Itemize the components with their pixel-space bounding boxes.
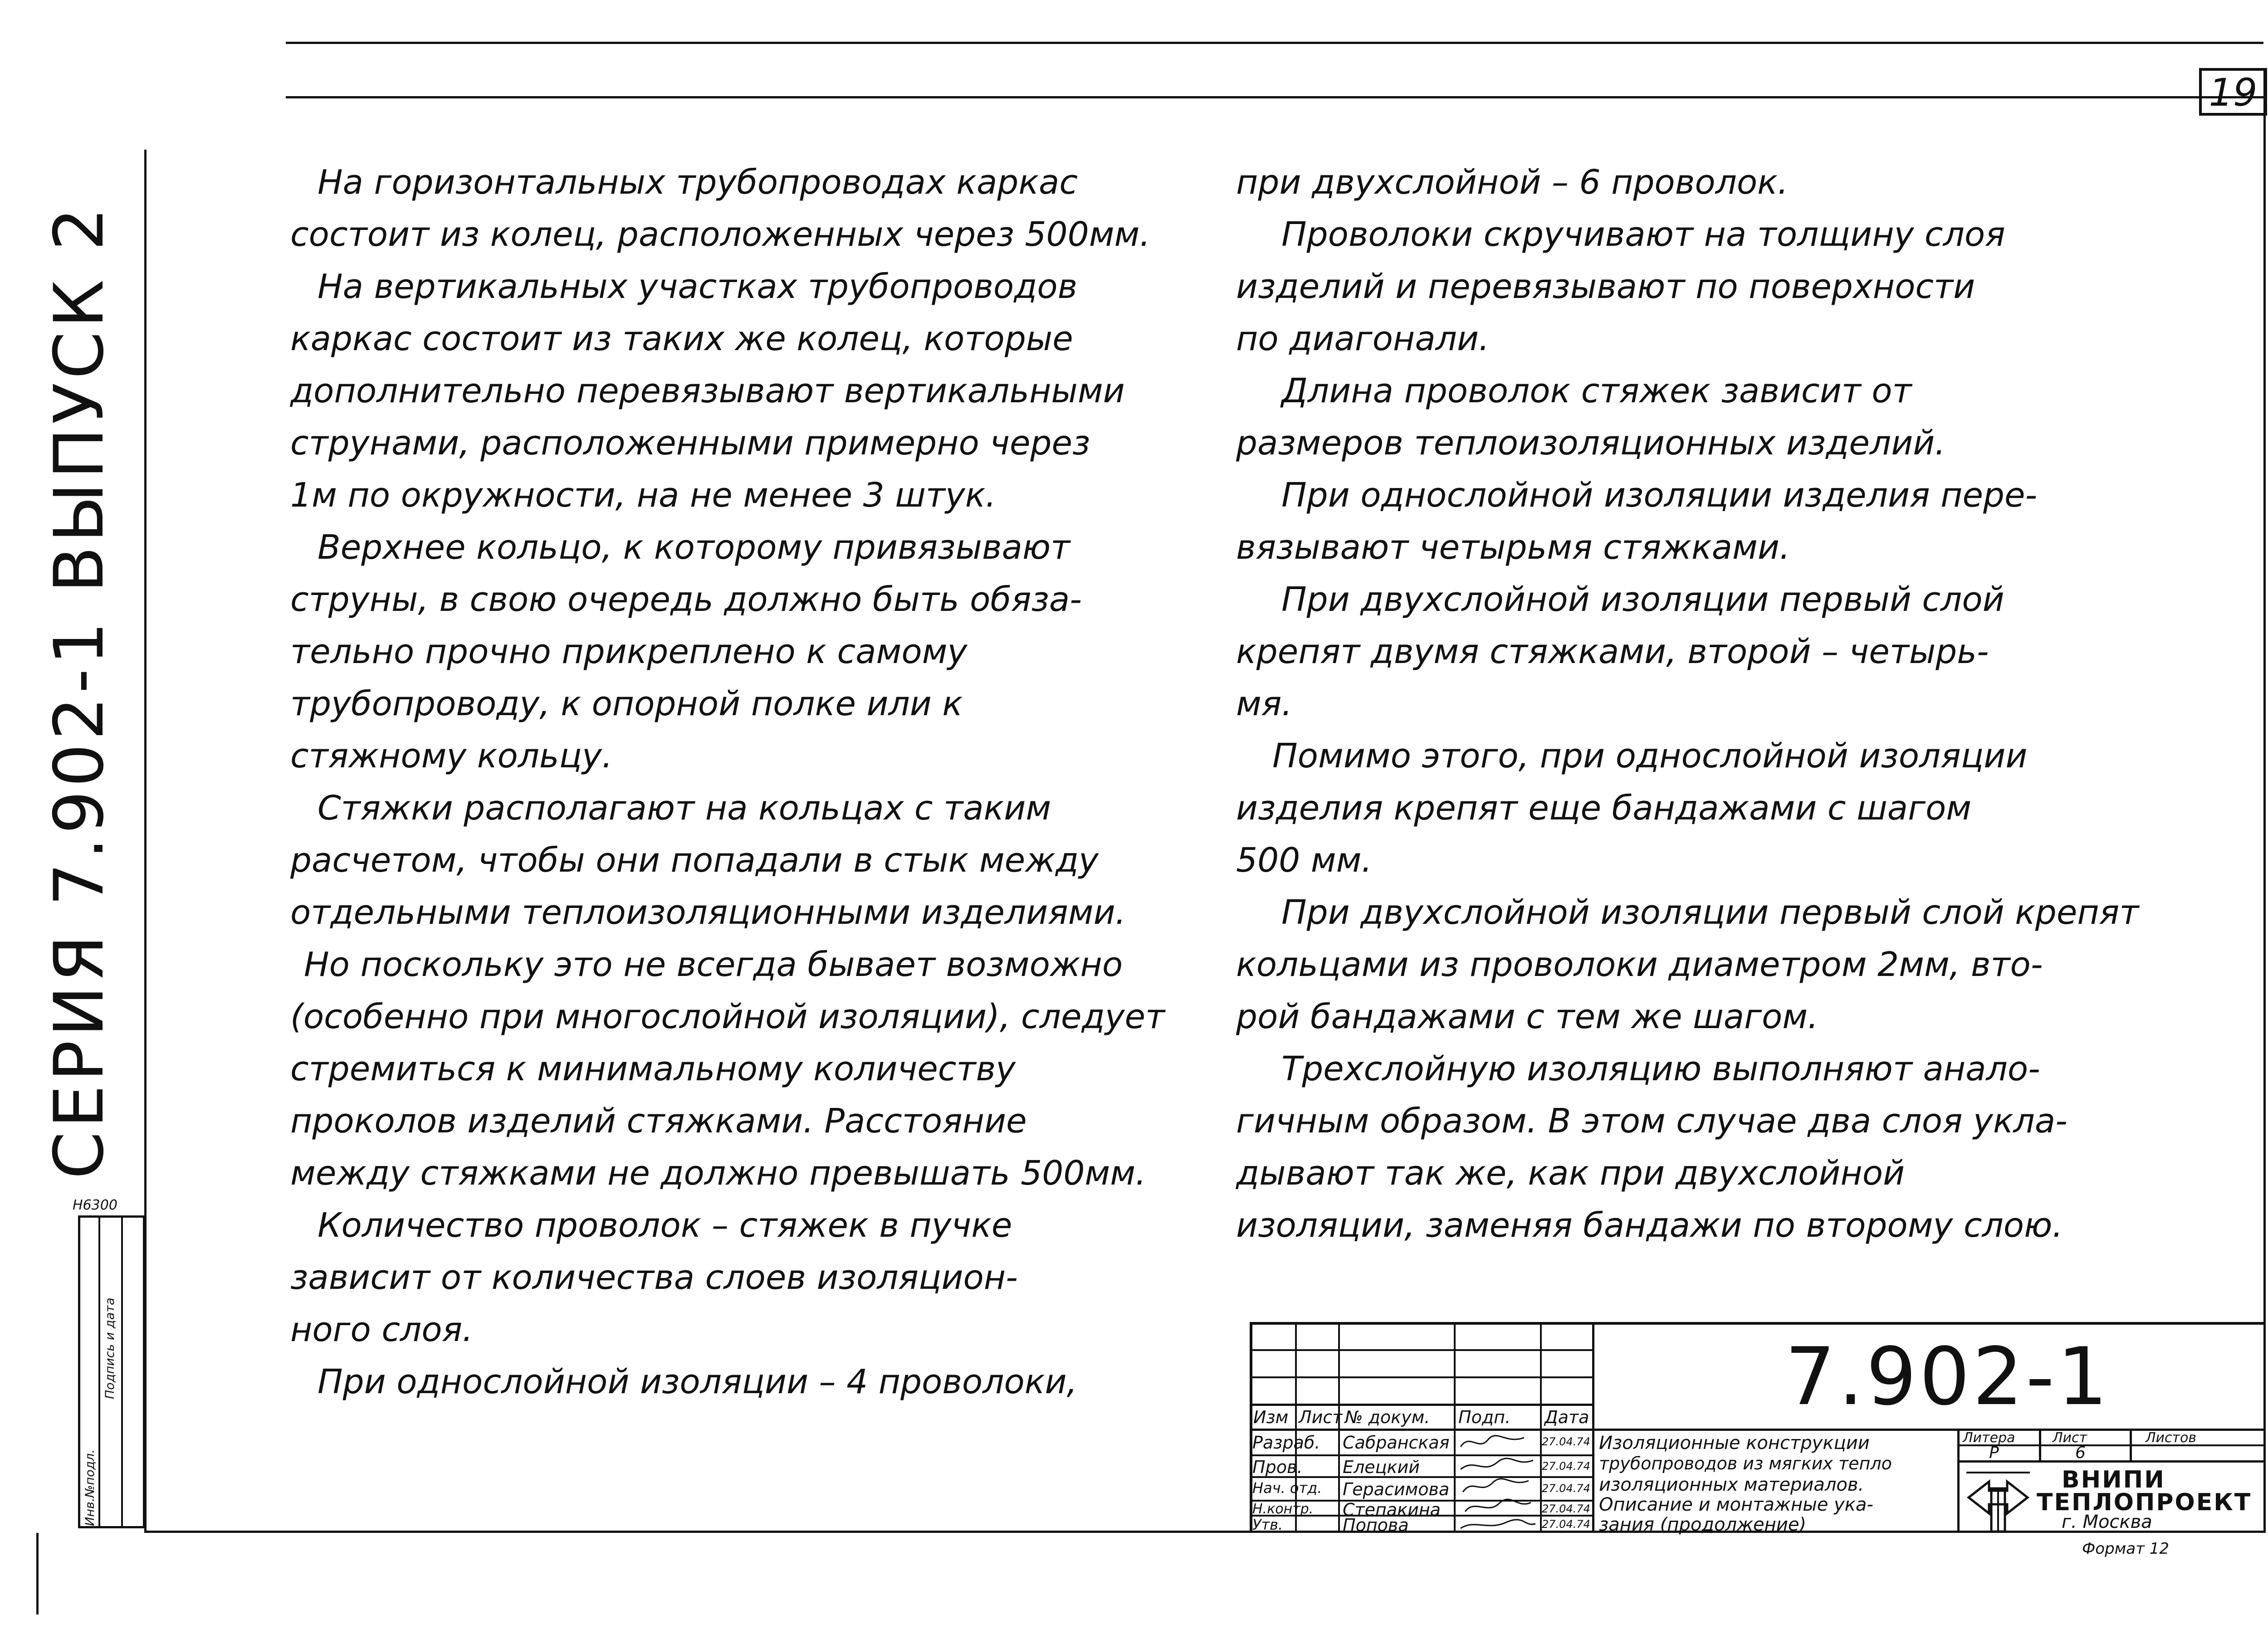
binding-line — [36, 1533, 39, 1614]
inventory-stamp — [78, 1215, 145, 1528]
text-line: Верхнее кольцо, к которому привязывают — [318, 528, 1070, 567]
tb-date: 27.04.74 — [1542, 1502, 1590, 1515]
tb-description-line: зания (продолжение) — [1599, 1514, 1807, 1535]
tb-description-line: Описание и монтажные ука- — [1599, 1494, 1873, 1515]
tb-role: Пров. — [1252, 1457, 1303, 1477]
org-city: г. Москва — [2062, 1512, 2152, 1532]
tb-name: Степакина — [1343, 1500, 1441, 1520]
title-block — [1250, 1322, 2266, 1533]
text-line: ного слоя. — [290, 1310, 473, 1349]
text-line: Трехслойную изоляцию выполняют анало- — [1281, 1049, 2040, 1088]
text-line: Помимо этого, при однослойной изоляции — [1272, 737, 2028, 776]
tb-role: Нач. отд. — [1252, 1479, 1322, 1497]
top-rule — [286, 42, 2263, 44]
text-line: рой бандажами с тем же шагом. — [1236, 997, 1818, 1036]
text-line: Длина проволок стяжек зависит от — [1281, 371, 1912, 410]
text-line: мя. — [1236, 684, 1292, 723]
text-line: размеров теплоизоляционных изделий. — [1236, 424, 1945, 463]
tb-description-line: Изоляционные конструкции — [1599, 1433, 1870, 1454]
text-line: каркас состоит из таких же колец, которые — [290, 319, 1073, 358]
org-name-line2: ТЕПЛОПРОЕКТ — [2037, 1489, 2252, 1516]
text-line: изделий и перевязывают по поверхности — [1236, 267, 1975, 306]
tb-name: Герасимова — [1343, 1479, 1450, 1499]
tb-role: Разраб. — [1252, 1433, 1320, 1453]
text-line: стяжному кольцу. — [290, 737, 613, 776]
text-line: кольцами из проволоки диаметром 2мм, вто- — [1236, 945, 2043, 984]
tb-litera-label: Литера — [1963, 1430, 2015, 1446]
tb-header-list: Лист — [1299, 1407, 1343, 1427]
text-line: При однослойной изоляции – 4 проволоки, — [318, 1362, 1078, 1401]
side-code: Н6300 — [73, 1197, 117, 1213]
text-line: изделия крепят еще бандажами с шагом — [1236, 789, 1972, 828]
text-line: 1м по окружности, на не менее 3 штук. — [290, 476, 997, 515]
series-title: СЕРИЯ 7.902-1 ВЫПУСК 2 — [40, 204, 119, 1179]
tb-sheet-value: 6 — [2075, 1444, 2086, 1462]
tb-name: Сабранская — [1343, 1433, 1450, 1453]
tb-description-line: изоляционных материалов. — [1599, 1474, 1864, 1495]
tb-role: Н.контр. — [1252, 1501, 1314, 1517]
document-code: 7.902-1 — [1785, 1331, 2111, 1423]
tb-sheets-label: Листов — [2146, 1430, 2197, 1446]
tb-header-doc: № докум. — [1345, 1407, 1430, 1427]
tb-date: 27.04.74 — [1542, 1518, 1590, 1531]
text-line: расчетом, чтобы они попадали в стык между — [290, 841, 1099, 880]
tb-role: Утв. — [1252, 1516, 1283, 1533]
text-line: При двухслойной изоляции первый слой крепят — [1281, 893, 2139, 932]
tb-date: 27.04.74 — [1542, 1435, 1590, 1448]
org-name-line1: ВНИПИ — [2062, 1466, 2165, 1493]
text-line: Но поскольку это не всегда бывает возможно — [304, 945, 1123, 984]
tb-date: 27.04.74 — [1542, 1482, 1590, 1495]
text-line: Количество проволок – стяжек в пучке — [318, 1206, 1012, 1245]
text-line: вязывают четырьмя стяжками. — [1236, 528, 1790, 567]
text-line: дополнительно перевязывают вертикальными — [290, 371, 1125, 410]
text-line: (особенно при многослойной изоляции), следует — [290, 997, 1165, 1036]
page-number: 19 — [2199, 68, 2267, 116]
text-line: При двухслойной изоляции первый слой — [1281, 580, 2004, 619]
left-column — [290, 156, 1165, 1408]
text-line: состоит из колец, расположенных через 500мм. — [290, 215, 1150, 254]
tb-header-date: Дата — [1545, 1407, 1589, 1427]
text-line: тельно прочно прикреплено к самому — [290, 632, 968, 671]
text-line: изоляции, заменяя бандажи по второму слою. — [1236, 1206, 2063, 1245]
text-line: Проволоки скручивают на толщину слоя — [1281, 215, 2005, 254]
tb-date: 27.04.74 — [1542, 1460, 1590, 1473]
text-line: зависит от количества слоев изоляцион- — [290, 1258, 1018, 1297]
tb-litera-value: Р — [1989, 1444, 1999, 1462]
tb-name: Попова — [1343, 1515, 1409, 1535]
format-label: Формат 12 — [2082, 1540, 2170, 1558]
text-line: проколов изделий стяжками. Расстояние — [290, 1102, 1027, 1141]
tb-name: Елецкий — [1343, 1457, 1420, 1477]
text-line: На вертикальных участках трубопроводов — [318, 267, 1078, 306]
text-line: При однослойной изоляции изделия пере- — [1281, 476, 2038, 515]
tb-description-line: трубопроводов из мягких тепло — [1599, 1454, 1892, 1473]
right-column — [1236, 156, 2139, 1252]
text-line: по диагонали. — [1236, 319, 1490, 358]
stamp-label-inv: Инв.№подл. — [83, 1449, 97, 1526]
text-line: струны, в свою очередь должно быть обяза- — [290, 580, 1082, 619]
tb-header-sign: Подп. — [1458, 1407, 1511, 1427]
text-line: На горизонтальных трубопроводах каркас — [318, 163, 1078, 202]
text-line: Стяжки располагают на кольцах с таким — [318, 789, 1051, 828]
text-line: крепят двумя стяжками, второй – четырь- — [1236, 632, 1989, 671]
signatures-graphic — [1456, 1431, 1540, 1533]
header-rule — [286, 96, 2263, 98]
stamp-label-sign: Подпись и дата — [103, 1297, 117, 1399]
text-line: 500 мм. — [1236, 841, 1372, 880]
tb-sheet-label: Лист — [2053, 1430, 2087, 1446]
right-border — [2263, 68, 2266, 1533]
text-line: между стяжками не должно превышать 500мм. — [290, 1154, 1146, 1193]
text-line: струнами, расположенными примерно через — [290, 424, 1090, 463]
text-line: дывают так же, как при двухслойной — [1236, 1154, 1905, 1193]
text-line: трубопроводу, к опорной полке или к — [290, 684, 963, 723]
text-line: отдельными теплоизоляционными изделиями. — [290, 893, 1126, 932]
tb-header-izm: Изм — [1253, 1407, 1289, 1427]
org-logo-icon — [1964, 1463, 2032, 1532]
text-line: при двухслойной – 6 проволок. — [1236, 163, 1789, 202]
text-line: гичным образом. В этом случае два слоя укла- — [1236, 1102, 2068, 1141]
text-line: стремиться к минимальному количеству — [290, 1049, 1016, 1088]
